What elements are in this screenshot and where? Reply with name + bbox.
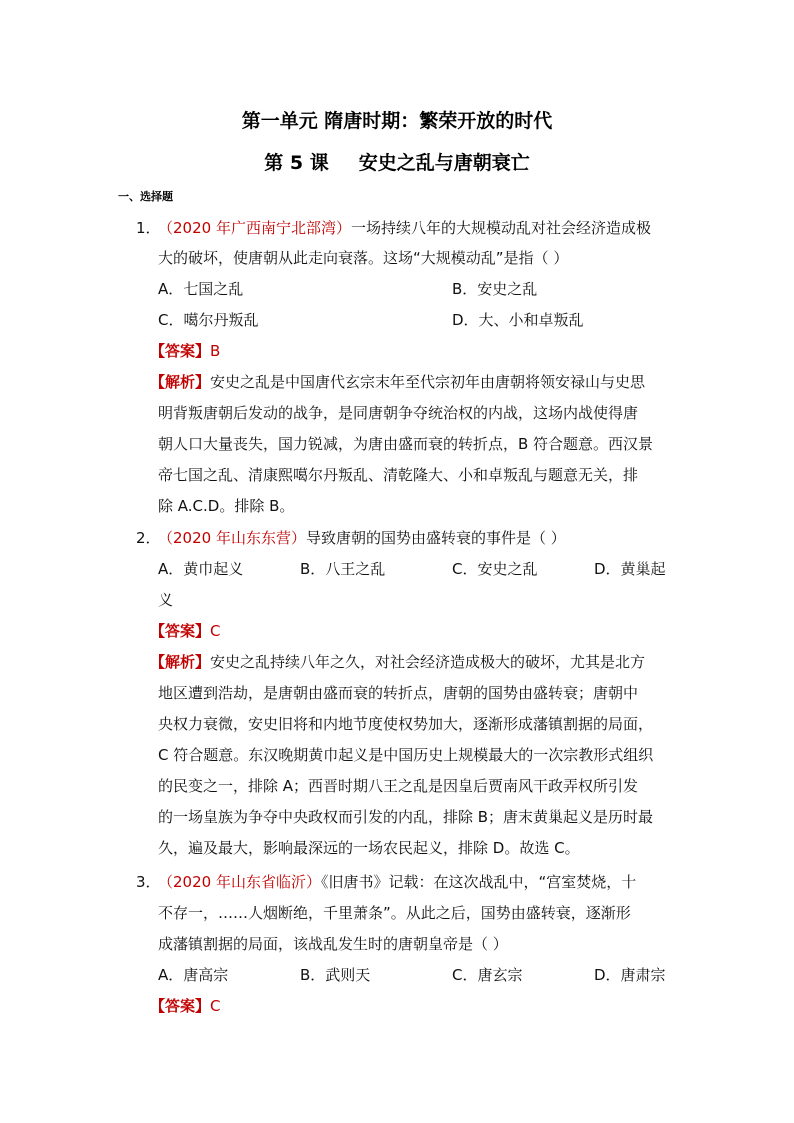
answer-value: C [210,997,221,1015]
question-stem: （2020 年山东省临沂）《旧唐书》记载：在这次战乱中，“宫室焚烧，十 [158,873,637,891]
analysis-line: C 符合题意。东汉晚期黄巾起义是中国历史上规模最大的一次宗教形式组织 [158,746,654,764]
answer-label: 【答案】 [150,622,211,640]
lesson-number: 第 5 课 [264,152,329,174]
question-source: （2020 年山东省临沂） [158,873,321,891]
answer-line [150,621,221,641]
question-source: （2020 年广西南宁北部湾） [158,219,351,237]
option-a: A．七国之乱 [158,280,244,298]
option-d: D．唐肃宗 [594,966,666,984]
question-stem: （2020 年山东东营）导致唐朝的国势由盛转衰的事件是（ ） [158,529,566,547]
option-d-continued: 义 [158,591,174,609]
option-d: D．大、小和卓叛乱 [452,311,584,329]
analysis-line: 朝人口大量丧失，国力锐减，为唐由盛而衰的转折点，B 符合题意。西汉景 [158,435,654,453]
answer-line [150,341,220,361]
analysis-line: 除 A.C.D。排除 B。 [158,497,295,515]
option-c: C．唐玄宗 [452,966,523,984]
option-b: B．八王之乱 [300,560,386,578]
analysis-line: 帝七国之乱、清康熙噶尔丹叛乱、清乾隆大、小和卓叛乱与题意无关，排 [158,466,639,484]
answer-label: 【答案】 [150,342,211,360]
question-number: 3． [136,873,161,891]
lesson-title [0,148,794,175]
question-source: （2020 年山东东营） [158,529,306,547]
option-b: B．安史之乱 [452,280,538,298]
analysis-line: 地区遭到浩劫，是唐朝由盛而衰的转折点，唐朝的国势由盛转衰；唐朝中 [158,684,639,702]
answer-label: 【答案】 [150,997,211,1015]
answer-value: C [210,622,221,640]
lesson-name: 安史之乱与唐朝衰亡 [358,152,530,174]
option-d: D．黄巢起 [594,560,666,578]
option-a: A．黄巾起义 [158,560,244,578]
option-c: C．安史之乱 [452,560,538,578]
option-a: A．唐高宗 [158,966,229,984]
analysis-label: 【解析】 [150,373,211,391]
analysis-line: 的一场皇族为争夺中央政权而引发的内乱，排除 B；唐末黄巢起义是历时最 [158,808,654,826]
question-number: 2． [136,529,161,547]
analysis-line: 【解析】安史之乱持续八年之久，对社会经济造成极大的破坏，尤其是北方 [150,653,646,671]
question-stem-line: 成藩镇割据的局面，该战乱发生时的唐朝皇帝是（ ） [158,935,508,953]
analysis-label: 【解析】 [150,653,211,671]
analysis-line: 久，遍及最大，影响最深远的一场农民起义，排除 D。故选 C。 [158,839,580,857]
question-stem: （2020 年广西南宁北部湾）一场持续八年的大规模动乱对社会经济造成极 [158,219,651,237]
question-stem-line: 不存一，……人烟断绝，千里萧条”。从此之后，国势由盛转衰，逐渐形 [158,904,631,922]
question-stem-line: 大的破坏，使唐朝从此走向衰落。这场“大规模动乱”是指（ ） [158,249,569,267]
answer-value: B [210,342,221,360]
option-b: B．武则天 [300,966,371,984]
option-c: C．噶尔丹叛乱 [158,311,259,329]
analysis-line: 【解析】安史之乱是中国唐代玄宗末年至代宗初年由唐朝将领安禄山与史思 [150,373,646,391]
answer-line [150,996,221,1016]
analysis-line: 的民变之一，排除 A；西晋时期八王之乱是因皇后贾南风干政弄权所引发 [158,777,639,795]
unit-title: 第一单元 隋唐时期：繁荣开放的时代 [241,110,553,132]
analysis-line: 央权力衰微，安史旧将和内地节度使权势加大，逐渐形成藩镇割据的局面， [158,715,654,733]
section-heading: 一、选择题 [118,190,173,203]
analysis-line: 明背叛唐朝后发动的战争，是同唐朝争夺统治权的内战，这场内战使得唐 [158,404,639,422]
question-number: 1． [136,219,161,237]
